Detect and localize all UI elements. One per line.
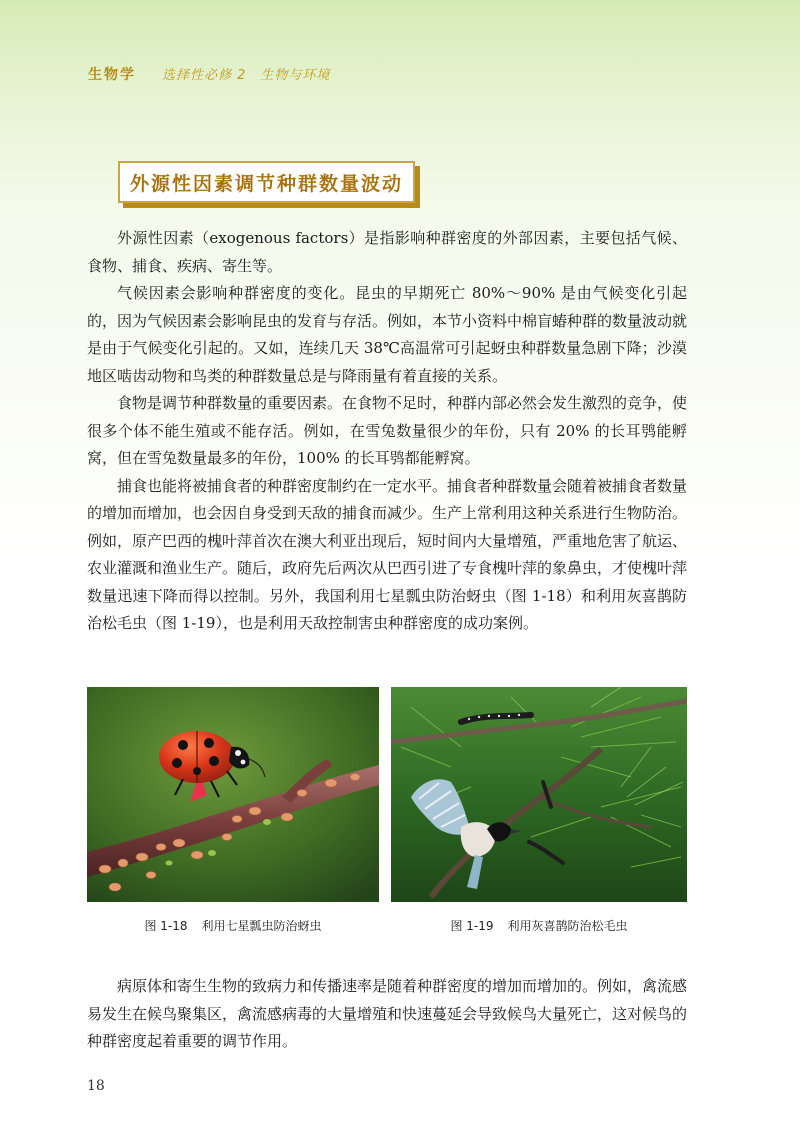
figure-caption (391, 917, 687, 934)
figure-number: 图 1-18 (144, 919, 188, 933)
running-header (88, 64, 330, 84)
figure-row (87, 687, 687, 939)
section-title: 外源性因素调节种群数量波动 (129, 172, 403, 195)
book-title: 选择性必修 2 生物与环境 (162, 68, 331, 83)
paragraph: 病原体和寄生生物的致病力和传播速率是随着种群密度的增加而增加的。例如，禽流感易发生在候鸟聚集区，禽流感病毒的大量增殖和快速蔓延会导致候鸟大量死亡，这对候鸟的种群密度起着重要的调节作用。 (87, 977, 688, 1050)
body-text-top (87, 225, 687, 638)
ladybug-photo (87, 687, 379, 902)
subject-label: 生物学 (88, 67, 136, 83)
paragraph: 捕食也能将被捕食者的种群密度制约在一定水平。捕食者种群数量会随着被捕食者数量的增加而增加，也会因自身受到天敌的捕食而减少。生产上常利用这种关系进行生物防治。例如，原产巴西的槐叶萍首次在澳大利亚出现后，短时间内大量增殖，严重地危害了航运、农业灌溉和渔业生产。随后，政府先后两次从巴西引进了专食槐叶萍的象鼻虫，才使槐叶萍数量迅速下降而得以控制。另外，我国利用七星瓢虫防治蚜虫（图 1-18）和利用灰喜鹊防治松毛虫（图 1-19），也是利用天敌控制害虫种群密度的成功案例。 (87, 476, 688, 632)
magpie-photo (391, 687, 687, 902)
figure-caption-text: 利用灰喜鹊防治松毛虫 (507, 919, 628, 933)
body-text-bottom (87, 973, 687, 1056)
figure-caption (87, 917, 379, 934)
paragraph: 食物是调节种群数量的重要因素。在食物不足时，种群内部必然会发生激烈的竞争，使很多个体不能生殖或不能存活。例如，在雪兔数量很少的年份，只有 20% 的长耳鸮能孵窝，但在雪兔数量最多的年份，100% 的长耳鸮都能孵窝。 (87, 394, 688, 467)
figure-number: 图 1-19 (450, 919, 494, 933)
figure-1-18 (87, 687, 379, 934)
section-title-box (118, 161, 415, 203)
page-number: 18 (87, 1078, 105, 1094)
figure-1-19 (391, 687, 687, 934)
figure-caption-text: 利用七星瓢虫防治蚜虫 (201, 919, 322, 933)
paragraph: 外源性因素（exogenous factors）是指影响种群密度的外部因素，主要包括气候、食物、捕食、疾病、寄生等。 (87, 229, 687, 275)
paragraph: 气候因素会影响种群密度的变化。昆虫的早期死亡 80%～90% 是由气候变化引起的，因为气候因素会影响昆虫的发育与存活。例如，本节小资料中棉盲蝽种群的数量波动就是由于气候变化引起的。又如，连续几天 38℃高温常可引起蚜虫种群数量急剧下降；沙漠地区啮齿动物和鸟类的种群数量总是与降雨量有着直接的关系。 (87, 284, 688, 385)
